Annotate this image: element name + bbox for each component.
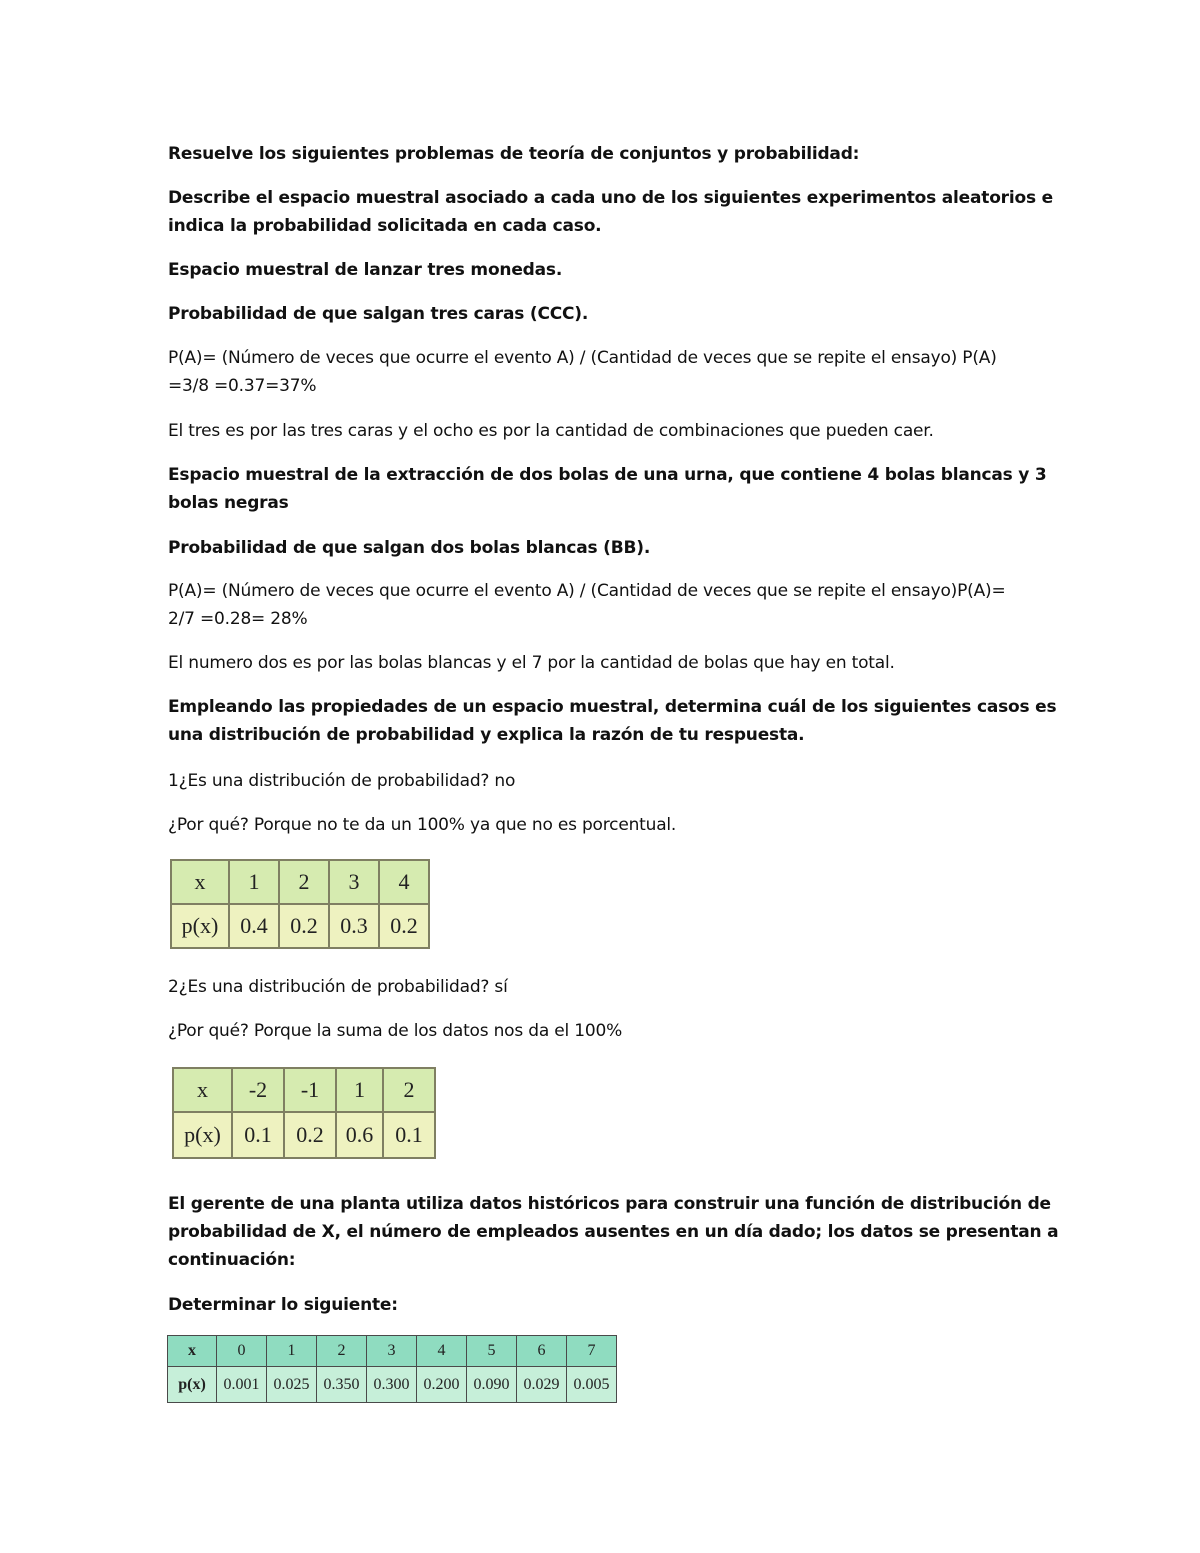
gerente-p-cell: 0.200 [417, 1367, 467, 1403]
gerente-x-cell: 1 [267, 1336, 317, 1367]
gerente-x-cell: 6 [517, 1336, 567, 1367]
caso2-x-cell: -2 [232, 1068, 284, 1112]
gerente-line-3: continuación: [168, 1250, 296, 1270]
describe-instructions [168, 184, 1053, 240]
caso2-table [172, 1067, 436, 1159]
gerente-x-cell: 3 [367, 1336, 417, 1367]
determinar-label: Determinar lo siguiente: [168, 1295, 398, 1315]
caso2-x-cell: -1 [284, 1068, 336, 1112]
gerente-p-cell: 0.300 [367, 1367, 417, 1403]
gerente-p-cell: 0.029 [517, 1367, 567, 1403]
caso1-question: 1¿Es una distribución de probabilidad? no [168, 771, 516, 791]
urna-explanation: El numero dos es por las bolas blancas y el 7 por la cantidad de bolas que hay en total. [168, 653, 895, 673]
urna-title [168, 461, 1048, 517]
caso1-p-cell: 0.2 [279, 904, 329, 948]
caso1-p-header: p(x) [171, 904, 229, 948]
describe-line-2: indica la probabilidad solicitada en cada caso. [168, 216, 602, 236]
urna-formula [168, 577, 1048, 633]
caso1-p-cell: 0.2 [379, 904, 429, 948]
caso1-x-header: x [171, 860, 229, 904]
monedas-formula-line-2: =3/8 =0.37=37% [168, 376, 317, 396]
monedas-title: Espacio muestral de lanzar tres monedas. [168, 260, 563, 280]
caso1-p-cell: 0.4 [229, 904, 279, 948]
gerente-x-header: x [168, 1336, 217, 1367]
urna-title-line-1: Espacio muestral de la extracción de dos bolas de una urna, que contiene 4 bolas blancas y 3 [168, 465, 1047, 485]
monedas-explanation: El tres es por las tres caras y el ocho es por la cantidad de combinaciones que pueden caer. [168, 421, 934, 441]
caso1-table [170, 859, 430, 949]
caso2-p-header: p(x) [173, 1112, 232, 1158]
caso1-x-cell: 1 [229, 860, 279, 904]
caso2-x-cell: 2 [383, 1068, 435, 1112]
caso2-question: 2¿Es una distribución de probabilidad? sí [168, 977, 508, 997]
caso1-x-cell: 2 [279, 860, 329, 904]
caso2-reason: ¿Por qué? Porque la suma de los datos nos da el 100% [168, 1021, 623, 1041]
caso2-p-cell: 0.2 [284, 1112, 336, 1158]
caso2-p-cell: 0.6 [336, 1112, 383, 1158]
propiedades-instructions [168, 693, 1057, 749]
monedas-formula-line-1: P(A)= (Número de veces que ocurre el evento A) / (Cantidad de veces que se repite el ensayo) P(A) [168, 348, 997, 368]
monedas-formula [168, 344, 1048, 400]
gerente-p-header: p(x) [168, 1367, 217, 1403]
gerente-x-cell: 5 [467, 1336, 517, 1367]
gerente-p-cell: 0.350 [317, 1367, 367, 1403]
gerente-line-1: El gerente de una planta utiliza datos históricos para construir una función de distribución de [168, 1194, 1051, 1214]
monedas-question: Probabilidad de que salgan tres caras (CCC). [168, 304, 589, 324]
urna-title-line-2: bolas negras [168, 493, 289, 513]
caso2-p-cell: 0.1 [232, 1112, 284, 1158]
caso1-x-cell: 4 [379, 860, 429, 904]
caso2-p-cell: 0.1 [383, 1112, 435, 1158]
propiedades-line-1: Empleando las propiedades de un espacio muestral, determina cuál de los siguientes casos es [168, 697, 1057, 717]
gerente-table [167, 1335, 617, 1403]
urna-question: Probabilidad de que salgan dos bolas blancas (BB). [168, 538, 651, 558]
gerente-problem [168, 1190, 1059, 1274]
caso1-reason: ¿Por qué? Porque no te da un 100% ya que no es porcentual. [168, 815, 677, 835]
urna-formula-line-1: P(A)= (Número de veces que ocurre el evento A) / (Cantidad de veces que se repite el ensayo)P(A)= [168, 581, 1006, 601]
gerente-p-cell: 0.025 [267, 1367, 317, 1403]
gerente-line-2: probabilidad de X, el número de empleados ausentes en un día dado; los datos se presentan a [168, 1222, 1059, 1242]
gerente-p-cell: 0.090 [467, 1367, 517, 1403]
caso2-x-cell: 1 [336, 1068, 383, 1112]
caso1-x-cell: 3 [329, 860, 379, 904]
heading: Resuelve los siguientes problemas de teoría de conjuntos y probabilidad: [168, 144, 860, 164]
gerente-p-cell: 0.001 [217, 1367, 267, 1403]
gerente-x-cell: 0 [217, 1336, 267, 1367]
gerente-x-cell: 7 [567, 1336, 617, 1367]
propiedades-line-2: una distribución de probabilidad y explica la razón de tu respuesta. [168, 725, 805, 745]
caso1-p-cell: 0.3 [329, 904, 379, 948]
describe-line-1: Describe el espacio muestral asociado a cada uno de los siguientes experimentos aleatorios e [168, 188, 1053, 208]
caso2-x-header: x [173, 1068, 232, 1112]
urna-formula-line-2: 2/7 =0.28= 28% [168, 609, 308, 629]
gerente-p-cell: 0.005 [567, 1367, 617, 1403]
gerente-x-cell: 4 [417, 1336, 467, 1367]
gerente-x-cell: 2 [317, 1336, 367, 1367]
